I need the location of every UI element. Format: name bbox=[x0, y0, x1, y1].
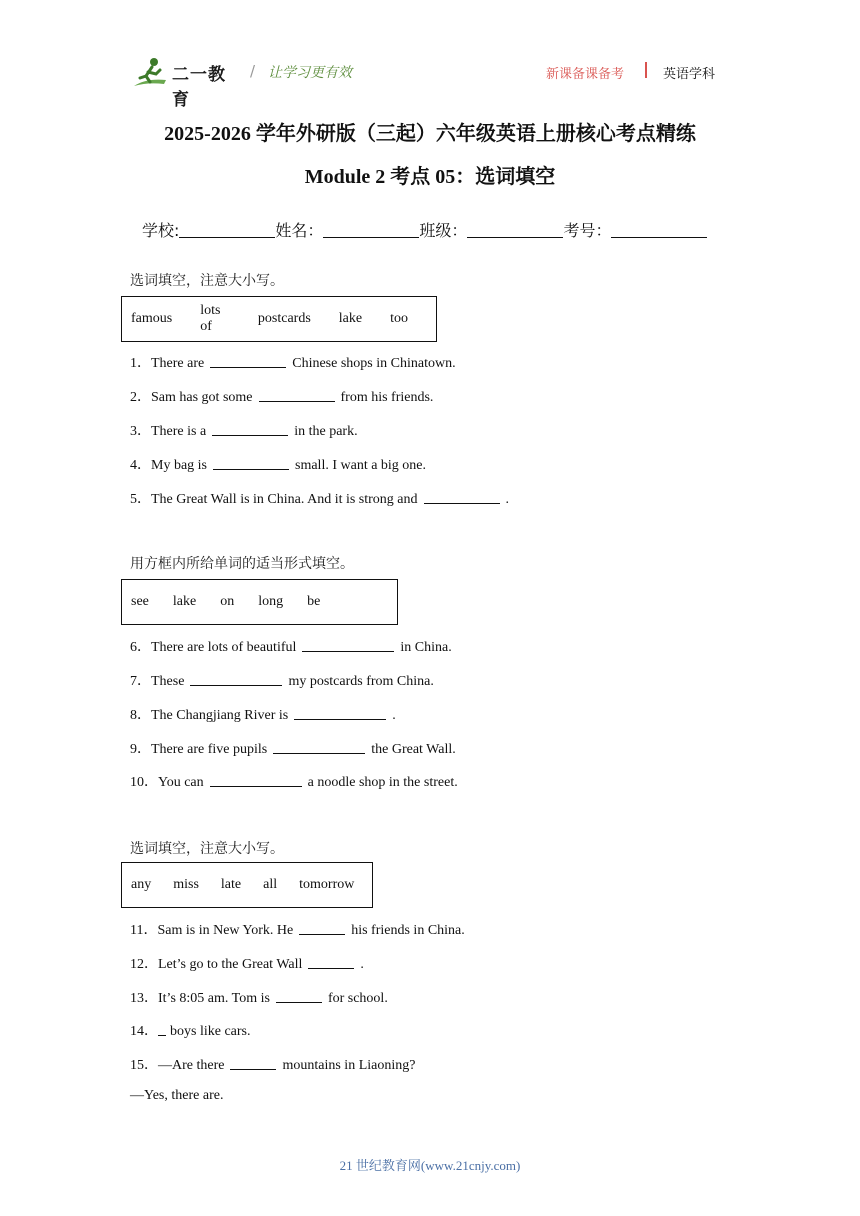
answer-blank[interactable] bbox=[424, 490, 500, 504]
word-bank-item: lake bbox=[338, 311, 363, 326]
answer-blank[interactable] bbox=[210, 773, 302, 787]
doc-subtitle: Module 2 考点 05：选词填空 bbox=[304, 166, 556, 188]
runner-logo-icon bbox=[130, 56, 170, 90]
name-field[interactable] bbox=[323, 221, 419, 238]
answer-blank[interactable] bbox=[299, 921, 345, 935]
word-bank-item: tomorrow bbox=[299, 877, 355, 892]
question: 4．My bag is small. I want a big one. bbox=[130, 458, 427, 473]
question: 14． boys like cars. bbox=[130, 1024, 251, 1039]
answer-blank[interactable] bbox=[212, 422, 288, 436]
answer-blank[interactable] bbox=[302, 638, 394, 652]
header-divider: / bbox=[250, 62, 256, 80]
section-instruction: 用方框内所给单词的适当形式填空。 bbox=[130, 556, 354, 572]
header-subject: 英语学科 bbox=[663, 67, 716, 82]
question: 11．Sam is in New York. He his friends in China. bbox=[130, 923, 465, 938]
answer-blank[interactable] bbox=[273, 740, 365, 754]
logo-text: 二一教育 bbox=[172, 65, 226, 110]
question: 12．Let’s go to the Great Wall . bbox=[130, 957, 364, 972]
header-tagline: 新课备课备考 bbox=[546, 67, 625, 82]
word-box bbox=[121, 579, 398, 625]
number-label: 考号： bbox=[563, 221, 612, 240]
question: 5．The Great Wall is in China. And it is strong and . bbox=[130, 492, 510, 507]
question: 6．There are lots of beautiful in China. bbox=[130, 640, 452, 655]
page-footer[interactable]: 21 世纪教育网(www.21cnjy.com) bbox=[339, 1158, 521, 1173]
word-bank-item: miss bbox=[173, 877, 199, 892]
answer-blank[interactable] bbox=[308, 955, 354, 969]
question: 15．—Are there mountains in Liaoning? bbox=[130, 1058, 416, 1073]
word-bank-item: see bbox=[131, 594, 149, 609]
answer-blank[interactable] bbox=[210, 354, 286, 368]
doc-title: 2025-2026 学年外研版（三起）六年级英语上册核心考点精练 bbox=[164, 123, 696, 145]
page-header bbox=[0, 0, 860, 110]
word-bank-item: lake bbox=[172, 594, 197, 609]
answer-blank[interactable] bbox=[190, 672, 282, 686]
word-bank-item: famous bbox=[131, 311, 173, 326]
question: 8．The Changjiang River is . bbox=[130, 708, 396, 723]
word-bank-item: too bbox=[390, 311, 408, 326]
answer-blank[interactable] bbox=[259, 388, 335, 402]
number-field[interactable] bbox=[611, 221, 707, 238]
question: 10．You can a noodle shop in the street. bbox=[130, 775, 458, 790]
slogan: 让学习更有效 bbox=[268, 65, 352, 81]
answer-blank[interactable] bbox=[276, 989, 322, 1003]
logo bbox=[130, 56, 242, 110]
question: 9．There are five pupils the Great Wall. bbox=[130, 742, 456, 757]
school-field[interactable] bbox=[179, 221, 275, 238]
answer-blank[interactable] bbox=[294, 706, 386, 720]
answer-blank[interactable] bbox=[213, 456, 289, 470]
word-bank-item: on bbox=[220, 594, 235, 609]
answer-blank[interactable] bbox=[158, 1022, 166, 1036]
word-bank-item: late bbox=[220, 877, 242, 892]
question: 13．It’s 8:05 am. Tom is for school. bbox=[130, 991, 388, 1006]
answer-blank[interactable] bbox=[230, 1056, 276, 1070]
section-instruction: 选词填空，注意大小写。 bbox=[130, 273, 284, 289]
answer-line: —Yes, there are. bbox=[130, 1088, 224, 1103]
word-bank-item: postcards bbox=[257, 311, 311, 326]
class-label: 班级： bbox=[419, 221, 468, 240]
question: 7．These my postcards from China. bbox=[130, 674, 434, 689]
word-bank-item: lots of bbox=[200, 303, 221, 334]
question: 3．There is a in the park. bbox=[130, 424, 358, 439]
word-box bbox=[121, 296, 437, 342]
word-bank-item: any bbox=[131, 877, 152, 892]
section-instruction: 选词填空，注意大小写。 bbox=[130, 841, 284, 857]
word-bank-item: be bbox=[307, 594, 321, 609]
student-info-line bbox=[142, 218, 707, 241]
header-separator bbox=[645, 62, 647, 78]
class-field[interactable] bbox=[467, 221, 563, 238]
word-bank-item: all bbox=[263, 877, 278, 892]
question: 1．There are Chinese shops in Chinatown. bbox=[130, 356, 456, 371]
word-bank-item: long bbox=[258, 594, 284, 609]
question: 2．Sam has got some from his friends. bbox=[130, 390, 434, 405]
school-label: 学校: bbox=[142, 221, 180, 240]
name-label: 姓名： bbox=[275, 221, 324, 240]
word-box bbox=[121, 862, 373, 908]
